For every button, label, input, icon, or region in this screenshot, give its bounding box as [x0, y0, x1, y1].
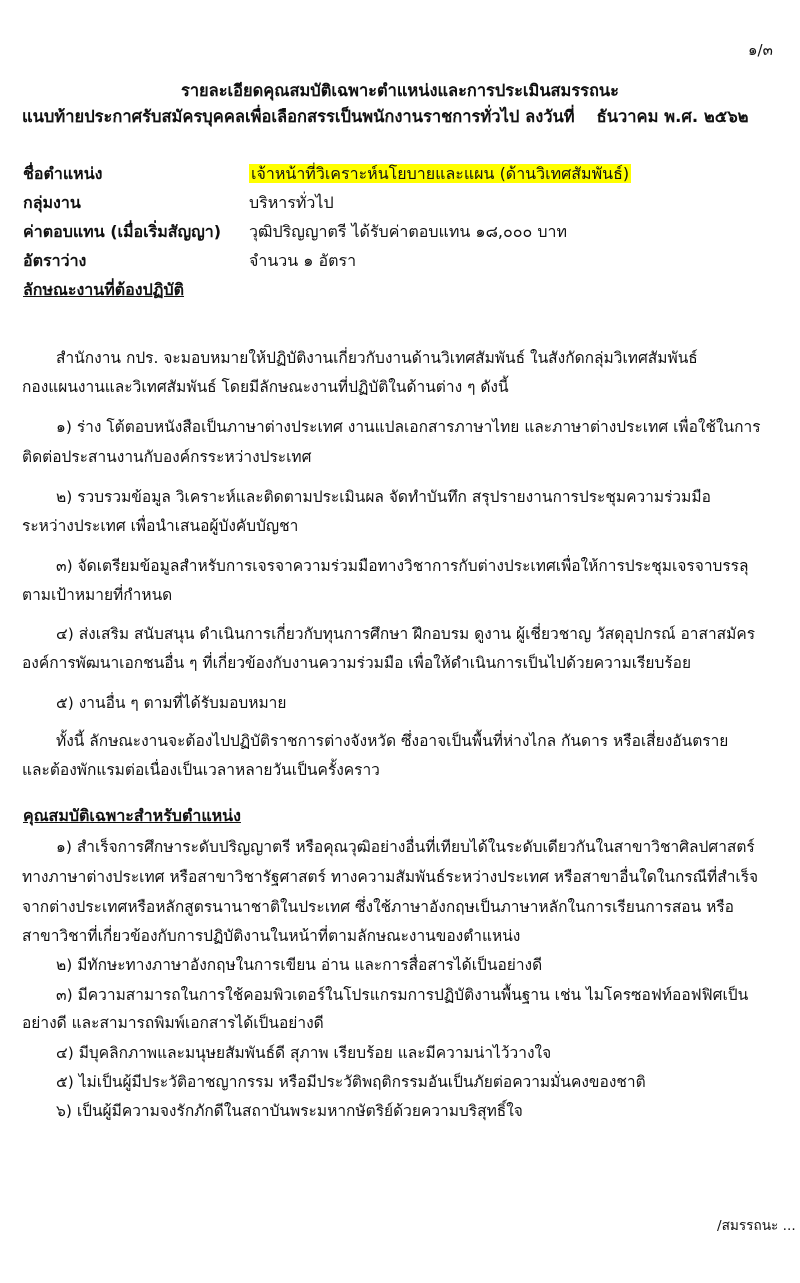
duty-item-3-line2: ตามเป้าหมายที่กำหนด	[22, 586, 173, 604]
duty-item-2-line2: ระหว่างประเทศ เพื่อนำเสนอผู้บังคับบัญชา	[22, 517, 299, 535]
highlighted-position-title: เจ้าหน้าที่วิเคราะห์นโยบายและแผน (ด้านวิเทศสัมพันธ์)	[251, 164, 630, 183]
qual-item-3-line2: อย่างดี และสามารถพิมพ์เอกสารได้เป็นอย่างดี	[22, 1014, 324, 1032]
field-value-position	[249, 162, 631, 187]
subtitle-date: ธันวาคม พ.ศ. ๒๕๖๒	[596, 107, 749, 126]
qual-item-1-line3: จากต่างประเทศหรือหลักสูตรนานาชาติในประเทศ ซึ่งใช้ภาษาอังกฤษเป็นภาษาหลักในการเรียนการสอน หรือ	[22, 898, 734, 916]
duties-intro-line2: กองแผนงานและวิเทศสัมพันธ์ โดยมีลักษณะงานที่ปฏิบัติในด้านต่าง ๆ ดังนี้	[22, 378, 509, 396]
field-label-group: กลุ่มงาน	[23, 193, 81, 212]
duty-item-1-line1: ๑) ร่าง โต้ตอบหนังสือเป็นภาษาต่างประเทศ งานแปลเอกสารภาษาไทย และภาษาต่างประเทศ เพื่อใช้ในการ	[56, 418, 761, 436]
duties-note-line1: ทั้งนี้ ลักษณะงานจะต้องไปปฏิบัติราชการต่างจังหวัด ซึ่งอาจเป็นพื้นที่ห่างไกล กันดาร หรือเสี่ยงอันตราย	[56, 732, 729, 750]
duty-item-4-line1: ๔) ส่งเสริม สนับสนุน ดำเนินการเกี่ยวกับทุนการศึกษา ฝึกอบรม ดูงาน ผู้เชี่ยวชาญ วัสดุอุปกรณ์ อาสาสมัคร	[56, 625, 756, 643]
qual-item-2: ๒) มีทักษะทางภาษาอังกฤษในการเขียน อ่าน และการสื่อสารได้เป็นอย่างดี	[56, 956, 543, 974]
subtitle-text: แนบท้ายประกาศรับสมัครบุคคลเพื่อเลือกสรรเป็นพนักงานราชการทั่วไป ลงวันที่	[22, 107, 575, 126]
qualifications-heading: คุณสมบัติเฉพาะสำหรับตำแหน่ง	[23, 806, 241, 825]
duty-item-1-line2: ติดต่อประสานงานกับองค์กรระหว่างประเทศ	[22, 448, 312, 466]
field-value-salary: วุฒิปริญญาตรี ได้รับค่าตอบแทน ๑๘,๐๐๐ บาท	[249, 222, 568, 241]
duty-item-2-line1: ๒) รวบรวมข้อมูล วิเคราะห์และติดตามประเมินผล จัดทำบันทึก สรุปรายงานการประชุมความร่วมมือ	[56, 488, 711, 506]
continuation-marker: /สมรรถนะ ...	[717, 1218, 796, 1234]
qual-item-1-line1: ๑) สำเร็จการศึกษาระดับปริญญาตรี หรือคุณวุฒิอย่างอื่นที่เทียบได้ในระดับเดียวกันในสาขาวิชาศิลปศาสตร์	[56, 838, 755, 856]
qual-item-6: ๖) เป็นผู้มีความจงรักภักดีในสถาบันพระมหากษัตริย์ด้วยความบริสุทธิ์ใจ	[56, 1102, 523, 1120]
duty-item-4-line2: องค์การพัฒนาเอกชนอื่น ๆ ที่เกี่ยวข้องกับงานความร่วมมือ เพื่อให้ดำเนินการเป็นไปด้วยความเรียบร้อย	[22, 654, 692, 672]
duty-item-5: ๕) งานอื่น ๆ ตามที่ได้รับมอบหมาย	[56, 694, 287, 712]
document-title: รายละเอียดคุณสมบัติเฉพาะตำแหน่งและการประเมินสมรรถนะ	[181, 81, 619, 100]
field-label-salary: ค่าตอบแทน (เมื่อเริ่มสัญญา)	[23, 222, 222, 241]
duties-heading: ลักษณะงานที่ต้องปฏิบัติ	[23, 280, 185, 299]
field-value-group: บริหารทั่วไป	[249, 193, 334, 212]
qual-item-3-line1: ๓) มีความสามารถในการใช้คอมพิวเตอร์ในโปรแกรมการปฏิบัติงานพื้นฐาน เช่น ไมโครซอฟท์ออฟฟิศเป็น	[56, 986, 749, 1004]
duties-intro-line1: สำนักงาน กปร. จะมอบหมายให้ปฏิบัติงานเกี่ยวกับงานด้านวิเทศสัมพันธ์ ในสังกัดกลุ่มวิเทศสัมพันธ์	[56, 349, 698, 367]
duty-item-3-line1: ๓) จัดเตรียมข้อมูลสำหรับการเจรจาความร่วมมือทางวิชาการกับต่างประเทศเพื่อให้การประชุมเจรจาบรรลุ	[56, 557, 749, 575]
document-subtitle	[22, 104, 749, 130]
field-value-vacancy: จำนวน ๑ อัตรา	[249, 251, 357, 270]
field-label-position: ชื่อตำแหน่ง	[23, 164, 103, 183]
qual-item-4: ๔) มีบุคลิกภาพและมนุษยสัมพันธ์ดี สุภาพ เรียบร้อย และมีความน่าไว้วางใจ	[56, 1044, 552, 1062]
qual-item-1-line2: ทางภาษาต่างประเทศ หรือสาขาวิชารัฐศาสตร์ ทางความสัมพันธ์ระหว่างประเทศ หรือสาขาอื่นใดในกรณีที่สำเร็จ	[22, 868, 759, 886]
duties-note-line2: และต้องพักแรมต่อเนื่องเป็นเวลาหลายวันเป็นครั้งคราว	[22, 761, 380, 779]
qual-item-5: ๕) ไม่เป็นผู้มีประวัติอาชญากรรม หรือมีประวัติพฤติกรรมอันเป็นภัยต่อความมั่นคงของชาติ	[56, 1073, 646, 1091]
page-number: ๑/๓	[748, 41, 773, 59]
field-label-vacancy: อัตราว่าง	[23, 251, 87, 270]
qual-item-1-line4: สาขาวิชาที่เกี่ยวข้องกับการปฏิบัติงานในหน้าที่ตามลักษณะงานของตำแหน่ง	[22, 927, 521, 945]
